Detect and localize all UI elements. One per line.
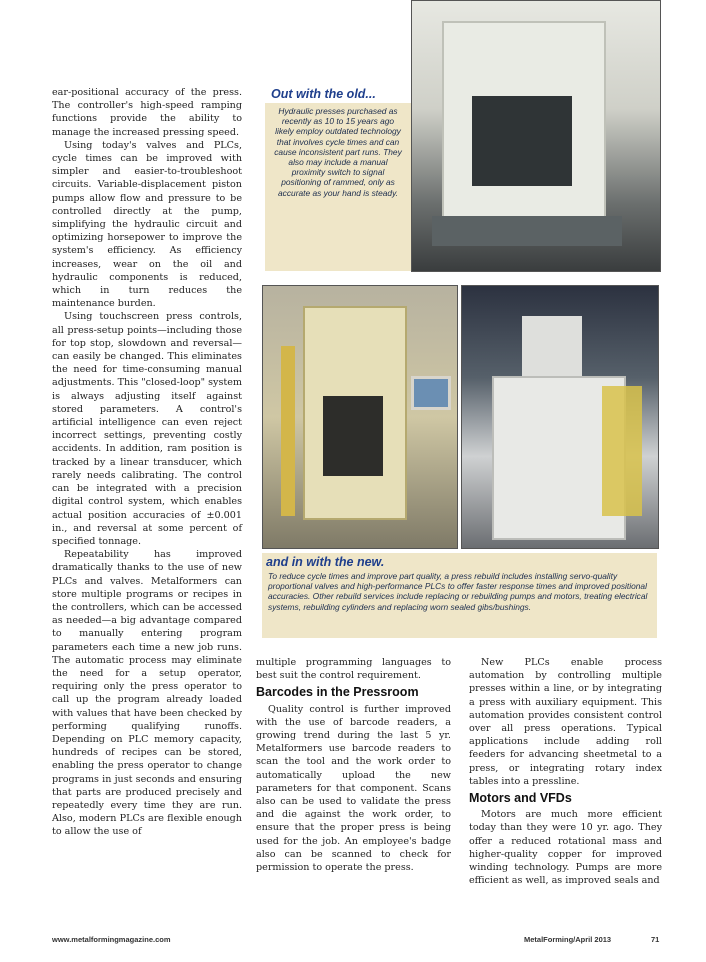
paragraph: New PLCs enable process automation by controlling multiple presses within a line, or by integrating a press with auxiliary equipment. This automation provides consistent control over all press operations. Typical applications include adding roll feeders for advancing sheetmetal to a press, or integrating rotary index tables into a pressline. [469,657,662,787]
paragraph: Motors are much more efficient today than they were 10 yr. ago. They offer a reduced rotational mass and higher-quality copper for improved winding technology. Pumps are more efficient as well, as improved seals and [469,809,662,887]
caption-old-heading: Out with the old... [265,85,411,103]
paragraph: Using today's valves and PLCs, cycle times can be improved with simpler and easier-to-troubleshoot circuits. Variable-displacement piston pumps allow flow and pressure to be controlled directly at the pump, simplifying the hydraulic circuit and optimizing horsepower to improve the system's efficiency. As efficiency increases, wear on the oil and hydraulic components is reduced, which in turn reduces the maintenance burden. [52,139,242,310]
safety-guard [281,346,295,516]
article-column-1 [52,86,242,839]
control-screen [411,376,451,410]
paragraph: Using touchscreen press controls, all press-setup points—including those for top stop, slowdown and reversal—can easily be changed. This eliminates the need for time-consuming manual adjustments. This "closed-loop" system is always adjusting itself against stored parameters. A control's artificial intelligence can even reject incorrect settings, preventing costly accidents. In addition, ram position is tracked by a linear transducer, which rarely needs calibrating. The control can be integrated with a precision digital control system, which enables actual position accuracies of ±0.001 in., and reversal at some percent of specified tonnage. [52,311,242,547]
footer-issue: MetalForming/April 2013 [524,935,612,944]
caption-old [265,85,411,271]
caption-new-text: To reduce cycle times and improve part quality, a press rebuild includes installing servo-quality proportional valves and high-performance PLCs to offer faster response times and improved positional accuracies. Other rebuild services include replacing or rebuilding pumps and motors, treating electrical systems, rebuilding cylinders and replacing worn sealed gibs/bushings. [268,571,648,612]
new-press-photo-right [461,285,659,549]
footer-url: www.metalformingmagazine.com [52,935,171,944]
old-press-photo [411,0,661,272]
page-number: 71 [651,935,660,944]
paragraph: ear-positional accuracy of the press. The controller's high-speed ramping functions provide the ability to manage the increased pressing speed. [52,87,242,138]
caption-old-text: Hydraulic presses purchased as recently as 10 to 15 years ago likely employ outdated technology that involves cycle times and can cause inconsistent part runs. They also may include a manual proximity switch to signal positioning of rammed, only as accurate as your hand is steady. [274,106,402,198]
press-opening [323,396,383,476]
paragraph: Repeatability has improved dramatically thanks to the use of new PLCs and valves. Metalformers can store multiple programs or recipes in the controllers, which can be accessed as needed—a big advantage compared to manually entering program parameters each time a new job runs. The automatic process may eliminate the need for a setup operator, requiring only the press operator to call up the program already loaded with values that have been checked by performing qualifying runoffs. Depending on PLC memory capacity, hundreds of recipes can be stored, enabling the press operator to change programs in just seconds and ensuring that parts are produced precisely and repeatedly every time they are run. Also, modern PLCs are flexible enough to allow the use of [52,549,242,838]
safety-guard [602,386,642,516]
caption-new [262,553,657,638]
new-press-photo-left [262,285,458,549]
press-top [522,316,582,376]
press-base [432,216,622,246]
section-heading: Barcodes in the Pressroom [256,685,419,700]
article-column-3 [469,656,662,887]
paragraph: Quality control is further improved with the use of barcode readers, a growing trend during the last 5 yr. Metalformers use barcode readers to scan the tool and the work order to automatically upload the new parameters for that component. Scans also can be used to validate the press and die against the work order, to ensure that the proper press is being used for the job. An employee's badge also can be scanned to check for permission to operate the press. [256,703,451,874]
press-opening [472,96,572,186]
paragraph: multiple programming languages to best suit the control requirement. [256,657,451,682]
section-heading: Motors and VFDs [469,791,572,806]
caption-new-heading: and in with the new. [262,553,657,569]
article-column-2 [256,656,451,874]
